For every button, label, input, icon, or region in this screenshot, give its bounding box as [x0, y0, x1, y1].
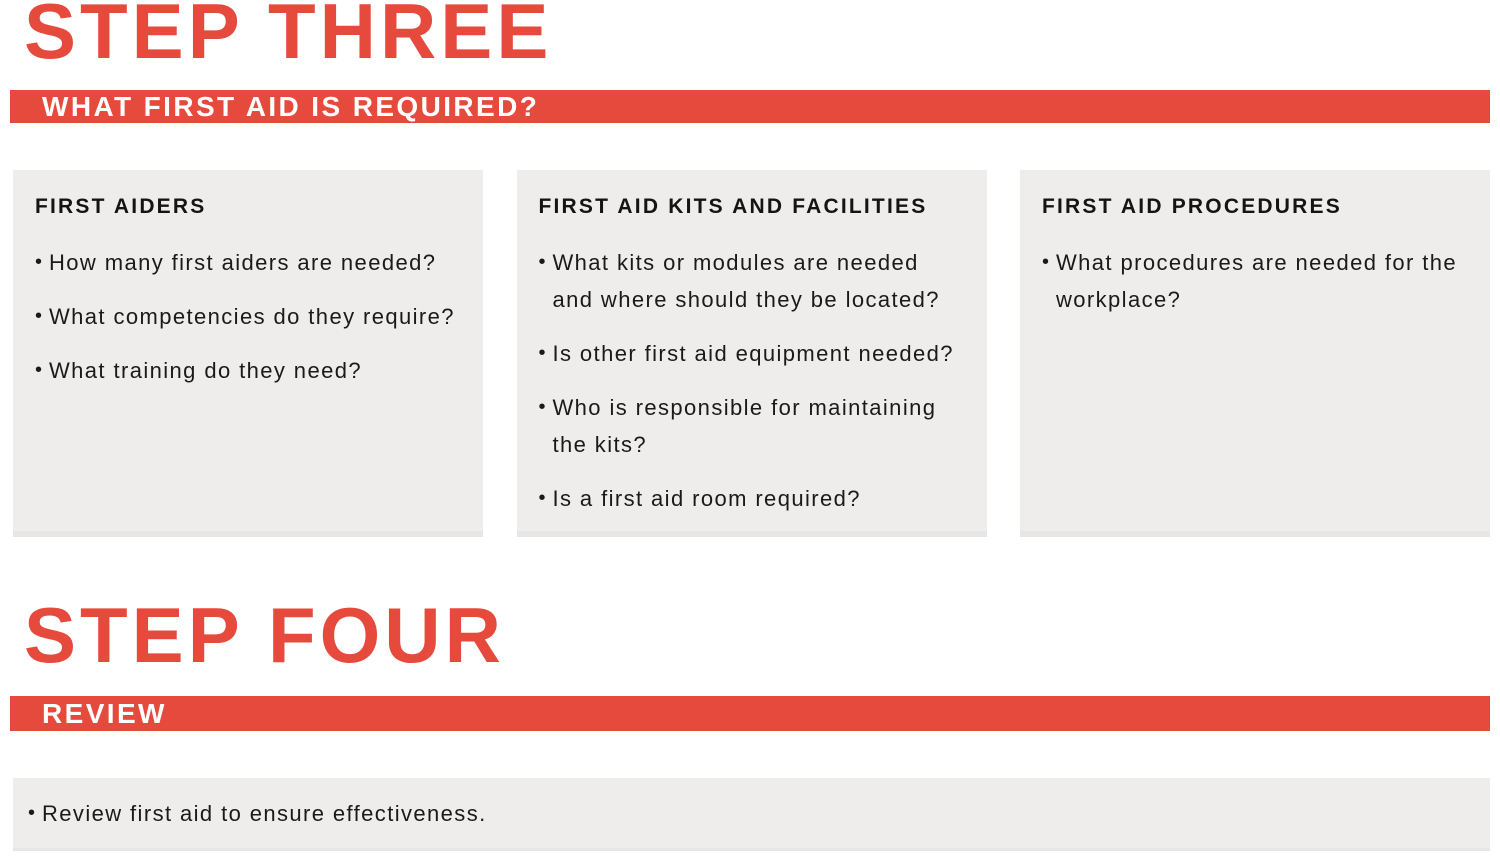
- card-first-aid-kits-list: [539, 244, 967, 517]
- card-first-aid-kits-heading: FIRST AID KITS AND FACILITIES: [538, 195, 928, 218]
- card-first-aid-kits: [517, 170, 987, 537]
- bullet-item: • Is other first aid equipment needed?: [539, 335, 967, 372]
- review-list: [28, 795, 487, 832]
- review-box: [13, 778, 1490, 851]
- bullet-item: • What procedures are needed for the workplace?: [1042, 244, 1480, 318]
- bullet-item: • What training do they need?: [35, 352, 463, 389]
- step-three-title: STEP THREE: [24, 0, 553, 75]
- bullet-item: • What competencies do they require?: [35, 298, 463, 335]
- step-three-banner-label: WHAT FIRST AID IS REQUIRED?: [42, 90, 540, 122]
- bullet-item: • What kits or modules are needed and where should they be located?: [539, 244, 967, 318]
- bullet-item: • How many first aiders are needed?: [35, 244, 463, 281]
- card-first-aiders: [13, 170, 483, 537]
- card-first-aiders-list: [35, 244, 463, 389]
- cards-row: [13, 170, 1490, 537]
- card-first-aid-procedures-list: [1042, 244, 1480, 318]
- step-four-banner-label: REVIEW: [42, 697, 167, 729]
- bullet-item: • Who is responsible for maintaining the kits?: [539, 389, 967, 463]
- card-first-aiders-heading: FIRST AIDERS: [35, 195, 207, 218]
- step-three-banner: [10, 90, 1490, 123]
- bullet-item: • Is a first aid room required?: [539, 480, 967, 517]
- bullet-item: • Review first aid to ensure effectiveness.: [28, 795, 487, 832]
- card-first-aid-procedures: [1020, 170, 1490, 537]
- step-four-banner: [10, 696, 1490, 731]
- card-first-aid-procedures-heading: FIRST AID PROCEDURES: [1042, 195, 1342, 218]
- step-four-title: STEP FOUR: [24, 591, 505, 679]
